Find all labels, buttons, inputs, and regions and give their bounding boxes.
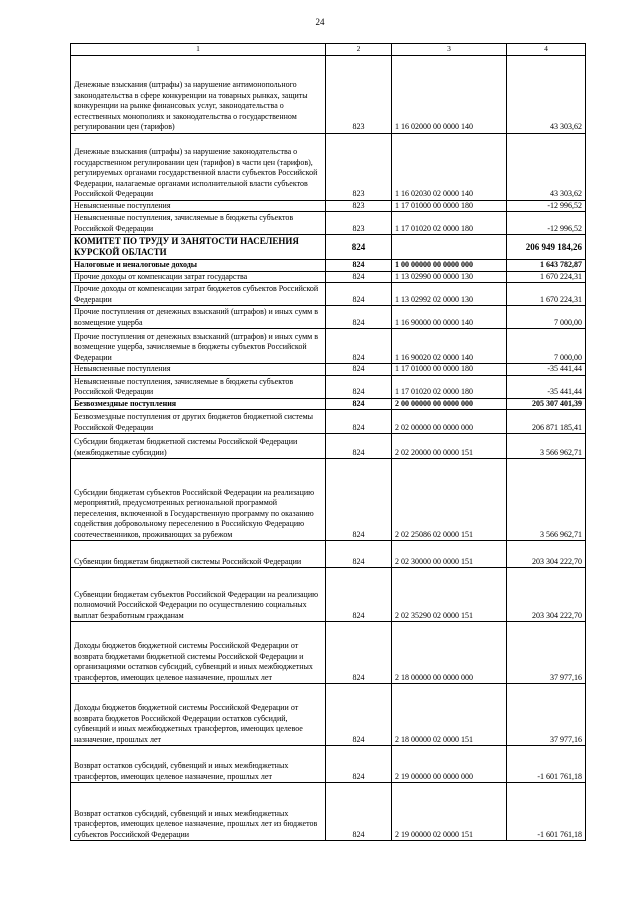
row-budget-code: 2 02 00000 00 0000 000 [392,410,507,434]
row-name: Невыясненные поступления [71,200,326,212]
row-admin-code: 824 [326,434,392,459]
row-amount: 37 977,16 [507,622,586,684]
row-admin-code: 824 [326,783,392,841]
row-admin-code: 824 [326,684,392,746]
row-amount: 37 977,16 [507,684,586,746]
table-row [71,133,586,200]
row-amount: -12 996,52 [507,212,586,235]
row-name: Невыясненные поступления, зачисляемые в бюджеты субъектов Российской Федерации [71,212,326,235]
row-amount: 43 303,62 [507,133,586,200]
row-budget-code: 2 18 00000 00 0000 000 [392,622,507,684]
row-amount: 205 307 401,39 [507,398,586,410]
column-number: 1 [71,44,326,56]
row-budget-code: 2 19 00000 02 0000 151 [392,783,507,841]
row-admin-code: 824 [326,398,392,410]
row-name: Возврат остатков субсидий, субвенций и иных межбюджетных трансфертов, имеющих целевое назначение, прошлых лет [71,746,326,783]
row-name: Доходы бюджетов бюджетной системы Российской Федерации от возврата бюджетов Российской Федерации остатков субсидий, субвенций и иных межбюджетных трансфертов, имеющих целевое назначение, прошлых лет [71,684,326,746]
table-row [71,398,586,410]
row-budget-code [392,235,507,260]
row-admin-code: 824 [326,622,392,684]
row-amount: -35 441,44 [507,364,586,376]
row-amount: 43 303,62 [507,55,586,133]
row-budget-code: 2 02 25086 02 0000 151 [392,459,507,541]
row-budget-code: 2 02 35290 02 0000 151 [392,568,507,622]
row-admin-code: 823 [326,55,392,133]
row-name: КОМИТЕТ ПО ТРУДУ И ЗАНЯТОСТИ НАСЕЛЕНИЯ КУРСКОЙ ОБЛАСТИ [71,235,326,260]
row-name: Возврат остатков субсидий, субвенций и иных межбюджетных трансфертов, имеющих целевое назначение, прошлых лет из бюджетов субъектов Российской Федерации [71,783,326,841]
row-budget-code: 2 02 30000 00 0000 151 [392,541,507,568]
row-amount: -1 601 761,18 [507,746,586,783]
table-row [71,329,586,364]
row-budget-code: 2 19 00000 00 0000 000 [392,746,507,783]
row-budget-code: 1 17 01000 00 0000 180 [392,364,507,376]
table-row [71,260,586,272]
row-name: Денежные взыскания (штрафы) за нарушение законодательства о государственном регулировании цен (тарифов) в части цен (тарифов), регулируемых органами государственной власти субъектов Российской Федерации, налагаемые органами исполнительной власти субъектов Российской Федерации [71,133,326,200]
row-budget-code: 2 18 00000 02 0000 151 [392,684,507,746]
table-row [71,783,586,841]
row-name: Налоговые и неналоговые доходы [71,260,326,272]
row-admin-code: 824 [326,306,392,329]
row-budget-code: 2 00 00000 00 0000 000 [392,398,507,410]
row-name: Невыясненные поступления, зачисляемые в бюджеты субъектов Российской Федерации [71,375,326,398]
row-name: Прочие доходы от компенсации затрат бюджетов субъектов Российской Федерации [71,283,326,306]
row-budget-code: 1 16 90020 02 0000 140 [392,329,507,364]
row-name: Безвозмездные поступления от других бюджетов бюджетной системы Российской Федерации [71,410,326,434]
row-budget-code: 1 17 01020 02 0000 180 [392,212,507,235]
table-row [71,410,586,434]
row-name: Субсидии бюджетам субъектов Российской Федерации на реализацию мероприятий, предусмотренных региональной программой переселения, включенной в Государственную программу по оказанию содействия добровольному переселению в Российскую Федерацию соотечественников, проживающих за рубежом [71,459,326,541]
page-number: 24 [315,17,325,27]
row-admin-code: 824 [326,329,392,364]
row-admin-code: 824 [326,364,392,376]
row-admin-code: 824 [326,746,392,783]
row-amount: 3 566 962,71 [507,434,586,459]
row-admin-code: 824 [326,283,392,306]
table-row [71,200,586,212]
row-amount: 206 871 185,41 [507,410,586,434]
row-name: Прочие доходы от компенсации затрат государства [71,271,326,283]
row-name: Субвенции бюджетам бюджетной системы Российской Федерации [71,541,326,568]
row-name: Прочие поступления от денежных взысканий (штрафов) и иных сумм в возмещение ущерба, зачисляемые в бюджеты субъектов Российской Федерации [71,329,326,364]
row-admin-code: 824 [326,235,392,260]
row-admin-code: 824 [326,260,392,272]
table-row [71,375,586,398]
row-amount: 203 304 222,70 [507,568,586,622]
table-row [71,235,586,260]
revenue-table [70,43,586,841]
row-admin-code: 824 [326,459,392,541]
row-name: Субвенции бюджетам субъектов Российской Федерации на реализацию полномочий Российской Федерации по осуществлению социальных выплат безработным гражданам [71,568,326,622]
row-budget-code: 1 17 01020 02 0000 180 [392,375,507,398]
row-name: Безвозмездные поступления [71,398,326,410]
row-budget-code: 1 00 00000 00 0000 000 [392,260,507,272]
row-budget-code: 1 16 02000 00 0000 140 [392,55,507,133]
row-amount: 7 000,00 [507,329,586,364]
table-row [71,568,586,622]
table-row [71,434,586,459]
row-amount: -12 996,52 [507,200,586,212]
row-budget-code: 1 16 90000 00 0000 140 [392,306,507,329]
column-number: 3 [392,44,507,56]
table-row [71,746,586,783]
row-budget-code: 1 13 02992 02 0000 130 [392,283,507,306]
row-budget-code: 1 13 02990 00 0000 130 [392,271,507,283]
table-row [71,271,586,283]
row-amount: 3 566 962,71 [507,459,586,541]
row-name: Субсидии бюджетам бюджетной системы Российской Федерации (межбюджетные субсидии) [71,434,326,459]
row-admin-code: 823 [326,212,392,235]
row-budget-code: 2 02 20000 00 0000 151 [392,434,507,459]
row-amount: 203 304 222,70 [507,541,586,568]
table-row [71,541,586,568]
row-admin-code: 824 [326,410,392,434]
table-row [71,684,586,746]
row-amount: 1 670 224,31 [507,271,586,283]
row-amount: -1 601 761,18 [507,783,586,841]
row-amount: 1 670 224,31 [507,283,586,306]
column-number: 4 [507,44,586,56]
column-number: 2 [326,44,392,56]
row-admin-code: 824 [326,271,392,283]
table-row [71,622,586,684]
row-budget-code: 1 16 02030 02 0000 140 [392,133,507,200]
row-admin-code: 823 [326,133,392,200]
row-name: Денежные взыскания (штрафы) за нарушение антимонопольного законодательства в сфере конкуренции на товарных рынках, защиты конкуренции на рынке финансовых услуг, законодательства о естественных монополиях и законодательства о государственном регулировании цен (тарифов) [71,55,326,133]
row-admin-code: 824 [326,375,392,398]
row-admin-code: 824 [326,541,392,568]
row-amount: 206 949 184,26 [507,235,586,260]
row-amount: 1 643 782,87 [507,260,586,272]
table-row [71,55,586,133]
table-row [71,306,586,329]
row-amount: -35 441,44 [507,375,586,398]
row-name: Невыясненные поступления [71,364,326,376]
row-admin-code: 824 [326,568,392,622]
column-number-row [71,44,586,56]
row-name: Доходы бюджетов бюджетной системы Российской Федерации от возврата бюджетами бюджетной системы Российской Федерации и организациями остатков субсидий, субвенций и иных межбюджетных трансфертов, имеющих целевое назначение, прошлых лет [71,622,326,684]
row-name: Прочие поступления от денежных взысканий (штрафов) и иных сумм в возмещение ущерба [71,306,326,329]
row-budget-code: 1 17 01000 00 0000 180 [392,200,507,212]
row-admin-code: 823 [326,200,392,212]
table-row [71,283,586,306]
table-row [71,364,586,376]
table-row [71,212,586,235]
row-amount: 7 000,00 [507,306,586,329]
table-row [71,459,586,541]
